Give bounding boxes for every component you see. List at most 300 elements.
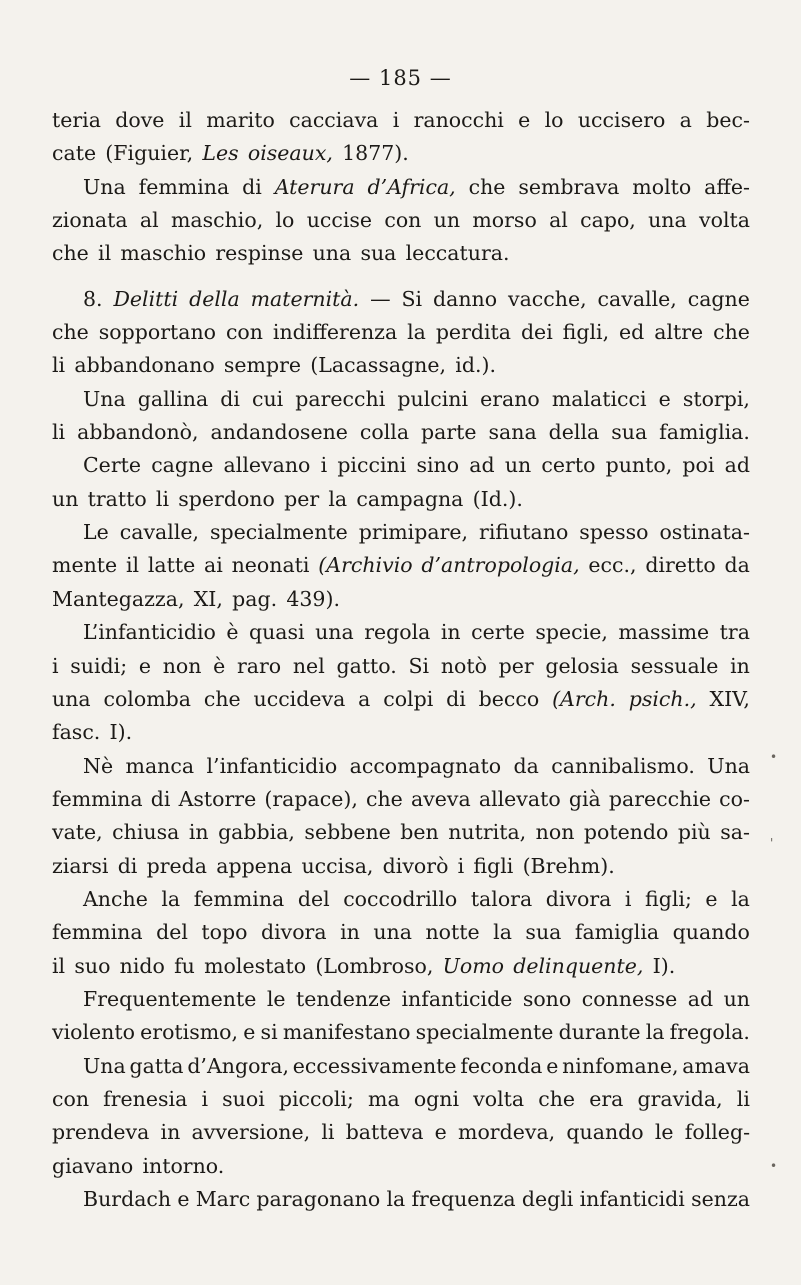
word: abbandonano: [74, 353, 215, 378]
word: manifestano: [282, 1020, 411, 1045]
word: un: [504, 453, 532, 478]
italic-word: psich.,: [628, 686, 697, 711]
word: di: [150, 786, 171, 811]
word: e: [177, 1187, 190, 1211]
word: spesso: [579, 520, 649, 545]
word: figli;: [645, 886, 692, 911]
word: amava: [682, 1053, 750, 1078]
text-line: [52, 549, 750, 582]
word: rifiutano: [479, 520, 569, 545]
word: XIV,: [709, 686, 750, 711]
word: una: [52, 686, 91, 711]
word: storpi,: [682, 386, 750, 411]
word: senza: [691, 1187, 750, 1211]
word: da: [513, 753, 539, 778]
word: notte: [425, 920, 480, 945]
word: volta: [473, 1086, 525, 1111]
word: frequenza: [411, 1187, 516, 1211]
word: una: [315, 620, 354, 645]
word: avversione,: [191, 1120, 311, 1145]
word: sa-: [720, 820, 750, 845]
word: 8.: [83, 286, 103, 311]
word: raro: [236, 653, 282, 678]
word: figli: [473, 853, 514, 878]
word: suo: [74, 953, 111, 978]
word: sessuale: [630, 653, 719, 678]
word: infanticide: [401, 986, 513, 1011]
page-number: — 185 —: [349, 66, 452, 90]
word: uccisa,: [301, 853, 374, 878]
word: diretto: [645, 553, 716, 578]
word: punto,: [605, 453, 673, 478]
word: allevato: [478, 786, 561, 811]
word: in: [160, 1120, 181, 1145]
word: giavano: [52, 1153, 134, 1178]
word: di: [446, 686, 466, 711]
word: prendeva: [52, 1120, 150, 1145]
word: la: [161, 886, 181, 911]
word: andandosene: [210, 420, 348, 445]
word: mente: [52, 553, 118, 578]
word: ad: [687, 986, 714, 1011]
word: ostinata-: [659, 520, 750, 545]
word: connesse: [581, 986, 678, 1011]
word: maschio,: [170, 208, 264, 233]
text-line: [52, 1050, 750, 1083]
word: Una: [83, 386, 126, 411]
word: li: [155, 486, 170, 511]
word: divorò: [382, 853, 449, 878]
word: co-: [719, 786, 750, 811]
word: gabbia,: [218, 820, 295, 845]
word: colpi: [383, 686, 434, 711]
word: intorno.: [142, 1153, 225, 1178]
word: leccatura.: [405, 241, 510, 266]
word: i: [52, 653, 59, 678]
italic-word: maternità.: [250, 286, 360, 311]
word: cate: [52, 141, 97, 166]
text-line: [52, 483, 750, 516]
word: ad: [724, 453, 750, 478]
word: sana: [488, 420, 537, 445]
text-line: [52, 750, 750, 783]
italic-word: d’Africa,: [367, 174, 456, 199]
word: ziarsi: [52, 853, 109, 878]
word: affe-: [704, 174, 750, 199]
word: e: [705, 886, 718, 911]
word: le: [266, 986, 286, 1011]
word: si: [260, 1020, 278, 1045]
word: li: [736, 1086, 750, 1111]
text-line: [52, 383, 750, 416]
word: tra: [719, 620, 750, 645]
word: Si: [408, 653, 430, 678]
word: al: [139, 208, 159, 233]
word: suoi: [222, 1086, 265, 1111]
word: fregola.: [669, 1020, 750, 1045]
text-line: [52, 716, 750, 749]
word: una: [373, 920, 412, 945]
word: —: [370, 286, 391, 311]
word: ogni: [413, 1086, 460, 1111]
word: di: [242, 174, 262, 199]
word: I).: [652, 953, 676, 978]
word: volta: [699, 208, 750, 233]
text-line: [52, 616, 750, 649]
word: certo: [541, 453, 596, 478]
word: sua: [360, 241, 397, 266]
word: eccessivamente: [292, 1053, 457, 1078]
word: manca: [125, 753, 195, 778]
word: del: [297, 886, 330, 911]
text-line: [52, 416, 750, 449]
word: Anche: [83, 886, 148, 911]
word: famiglia: [574, 920, 660, 945]
italic-word: Delitti: [113, 286, 179, 311]
text-line: [52, 583, 750, 616]
text-line: [52, 1116, 750, 1149]
word: gatta: [129, 1053, 184, 1078]
word: femmina: [138, 174, 230, 199]
word: indifferenza: [272, 320, 398, 345]
word: durante: [558, 1020, 641, 1045]
word: in: [730, 653, 750, 678]
word: latte: [147, 553, 196, 578]
word: marito: [206, 108, 275, 132]
word: (rapace),: [264, 786, 358, 811]
text-line: [52, 816, 750, 849]
word: XI,: [193, 586, 223, 611]
word: colomba: [103, 686, 191, 711]
word: accompagnato: [349, 753, 502, 778]
text-line: [52, 683, 750, 716]
word: respinse: [215, 241, 304, 266]
word: che: [203, 686, 241, 711]
word: li: [52, 353, 66, 378]
margin-mark: •: [770, 1159, 778, 1173]
text-line: [52, 850, 750, 883]
word: ad: [469, 453, 495, 478]
word: vate,: [52, 820, 103, 845]
word: poi: [682, 453, 715, 478]
word: Le: [83, 520, 109, 545]
word: sebbene: [304, 820, 391, 845]
text-line: [52, 883, 750, 916]
word: Una: [83, 174, 126, 199]
word: massime: [618, 620, 710, 645]
word: i: [624, 886, 632, 911]
word: divora: [260, 920, 327, 945]
word: fu: [174, 953, 195, 978]
word: sua: [525, 920, 562, 945]
word: primipare,: [358, 520, 469, 545]
word: altre: [654, 320, 704, 345]
word: una: [312, 241, 352, 266]
word: piccoli;: [278, 1086, 354, 1111]
word: in: [340, 920, 360, 945]
word: che: [468, 174, 506, 199]
word: i: [201, 1086, 208, 1111]
word: sono: [522, 986, 572, 1011]
word: folleg-: [684, 1120, 750, 1145]
text-line: [52, 104, 750, 137]
text-line: [52, 237, 750, 270]
word: uccise: [306, 208, 373, 233]
word: violento: [52, 1020, 135, 1045]
italic-word: (Archivio: [318, 553, 413, 578]
word: il: [98, 241, 112, 266]
word: il: [125, 553, 140, 578]
italic-word: Aterura: [274, 174, 355, 199]
word: gravida,: [637, 1086, 723, 1111]
word: Marc: [195, 1187, 251, 1211]
word: cagne: [151, 453, 214, 478]
word: famiglia.: [659, 420, 750, 445]
word: chiusa: [112, 820, 180, 845]
body-text: [52, 104, 750, 1216]
word: batteva: [345, 1120, 424, 1145]
word: a: [679, 108, 692, 132]
word: li: [52, 420, 66, 445]
word: talora: [470, 886, 533, 911]
word: lo: [544, 108, 564, 132]
word: nido: [119, 953, 165, 978]
word: d’Angora,: [187, 1053, 289, 1078]
word: sempre: [223, 353, 302, 378]
text-line: [52, 516, 750, 549]
word: non: [162, 653, 202, 678]
word: quasi: [248, 620, 305, 645]
word: al: [549, 208, 568, 233]
word: allevano: [223, 453, 311, 478]
word: l’infanticidio: [206, 753, 338, 778]
word: la: [386, 1187, 406, 1211]
word: il: [52, 953, 66, 978]
word: e: [518, 108, 531, 132]
word: paragonano: [256, 1187, 381, 1211]
word: degli: [521, 1187, 574, 1211]
word: ai: [204, 553, 223, 578]
word: ranocchi: [413, 108, 504, 132]
word: fasc.: [52, 720, 101, 745]
word: gelosia: [545, 653, 619, 678]
word: sperdono: [178, 486, 275, 511]
word: il: [178, 108, 192, 132]
word: parecchie: [608, 786, 712, 811]
word: notò: [440, 653, 487, 678]
word: appena: [216, 853, 293, 878]
word: nel: [292, 653, 325, 678]
word: figli,: [562, 320, 610, 345]
word: (Brehm).: [522, 853, 615, 878]
text-line: [52, 916, 750, 949]
word: con: [52, 1086, 90, 1111]
word: le: [654, 1120, 674, 1145]
word: e: [138, 653, 151, 678]
word: uccideva: [253, 686, 346, 711]
margin-mark: •: [770, 750, 778, 764]
word: un: [52, 486, 79, 511]
text-line: [52, 171, 750, 204]
word: e: [434, 1120, 447, 1145]
text-line: [52, 983, 750, 1016]
word: feconda: [460, 1053, 543, 1078]
word: parte: [421, 420, 477, 445]
word: tendenze: [296, 986, 391, 1011]
word: regola: [364, 620, 431, 645]
word: cacciava: [289, 108, 379, 132]
word: coccodrillo: [343, 886, 458, 911]
word: preda: [146, 853, 207, 878]
word: i: [320, 453, 328, 478]
word: specie,: [535, 620, 608, 645]
word: della: [548, 420, 600, 445]
word: una: [648, 208, 687, 233]
word: parecchi: [295, 386, 386, 411]
word: con: [225, 320, 263, 345]
word: un: [433, 208, 461, 233]
word: cavalle,: [119, 520, 200, 545]
word: per: [498, 653, 534, 678]
word: di: [117, 853, 138, 878]
word: malaticci: [551, 386, 647, 411]
word: Nè: [83, 753, 114, 778]
word: la: [493, 920, 512, 945]
word: cannibalismo.: [551, 753, 695, 778]
word: che: [365, 786, 403, 811]
word: e: [243, 1020, 256, 1045]
word: pag.: [232, 586, 278, 611]
word: suidi;: [70, 653, 128, 678]
text-line: [52, 1016, 750, 1049]
word: e: [658, 386, 671, 411]
word: cagne: [687, 286, 750, 311]
word: Si: [401, 286, 423, 311]
word: la: [645, 1020, 665, 1045]
word: in: [440, 620, 461, 645]
word: dei: [520, 320, 553, 345]
word: teria: [52, 108, 101, 132]
word: tratto: [87, 486, 147, 511]
word: Burdach: [83, 1187, 172, 1211]
word: gatto.: [336, 653, 397, 678]
word: neonati: [231, 553, 310, 578]
word: aveva: [410, 786, 471, 811]
word: 1877).: [342, 141, 409, 166]
word: quando: [672, 920, 750, 945]
word: morso: [472, 208, 537, 233]
word: specialmente: [415, 1020, 554, 1045]
word: li: [321, 1120, 335, 1145]
word: (Lombroso,: [315, 953, 434, 978]
word: topo: [201, 920, 248, 945]
word: e: [546, 1053, 559, 1078]
word: ben: [400, 820, 439, 845]
word: certe: [471, 620, 525, 645]
text-line: [52, 1150, 750, 1183]
word: Frequentemente: [83, 986, 257, 1011]
text-line: [52, 137, 750, 170]
word: non: [535, 820, 575, 845]
word: becco: [478, 686, 540, 711]
word: pulcini: [397, 386, 469, 411]
word: uccisero: [577, 108, 666, 132]
word: sino: [416, 453, 460, 478]
word: lo: [275, 208, 295, 233]
text-line: [52, 1083, 750, 1116]
word: zionata: [52, 208, 128, 233]
word: la: [731, 886, 750, 911]
word: molto: [632, 174, 692, 199]
word: Una: [83, 1053, 126, 1078]
word: già: [568, 786, 601, 811]
word: abbandonò,: [77, 420, 199, 445]
word: potendo: [583, 820, 669, 845]
word: Una: [707, 753, 750, 778]
italic-word: delinquente,: [513, 953, 644, 978]
word: infanticidi: [579, 1187, 685, 1211]
text-line: [52, 449, 750, 482]
text-line: [52, 283, 750, 316]
text-line: [52, 783, 750, 816]
word: mordeva,: [458, 1120, 556, 1145]
italic-word: oiseaux,: [247, 141, 333, 166]
word: (Figuier,: [105, 141, 194, 166]
text-line: [52, 950, 750, 983]
word: specialmente: [210, 520, 348, 545]
italic-word: Uomo: [442, 953, 505, 978]
italic-word: della: [189, 286, 240, 311]
word: molestato: [204, 953, 307, 978]
word: piccini: [337, 453, 407, 478]
italic-word: Les: [202, 141, 239, 166]
word: perdita: [435, 320, 512, 345]
word: femmina: [52, 920, 143, 945]
word: è: [213, 653, 226, 678]
word: nutrita,: [448, 820, 527, 845]
text-line: [52, 316, 750, 349]
word: cui: [251, 386, 284, 411]
word: la: [328, 486, 348, 511]
word: colla: [359, 420, 410, 445]
word: danno: [433, 286, 498, 311]
word: che: [52, 320, 89, 345]
word: Astorre: [178, 786, 257, 811]
word: ninfomane,: [562, 1053, 679, 1078]
word: con: [384, 208, 422, 233]
word: gallina: [137, 386, 209, 411]
word: i: [457, 853, 465, 878]
word: del: [156, 920, 188, 945]
word: divora: [545, 886, 612, 911]
word: di: [220, 386, 240, 411]
text-line: [52, 204, 750, 237]
word: Certe: [83, 453, 141, 478]
word: L’infanticidio: [83, 620, 216, 645]
word: per: [284, 486, 320, 511]
word: erano: [480, 386, 540, 411]
word: vacche,: [508, 286, 587, 311]
word: quando: [566, 1120, 644, 1145]
word: da: [724, 553, 750, 578]
word: sua: [611, 420, 648, 445]
word: che: [713, 320, 750, 345]
word: sembrava: [518, 174, 620, 199]
word: femmina: [193, 886, 285, 911]
word: 439).: [286, 586, 340, 611]
word: più: [677, 820, 711, 845]
word: Mantegazza,: [52, 586, 185, 611]
